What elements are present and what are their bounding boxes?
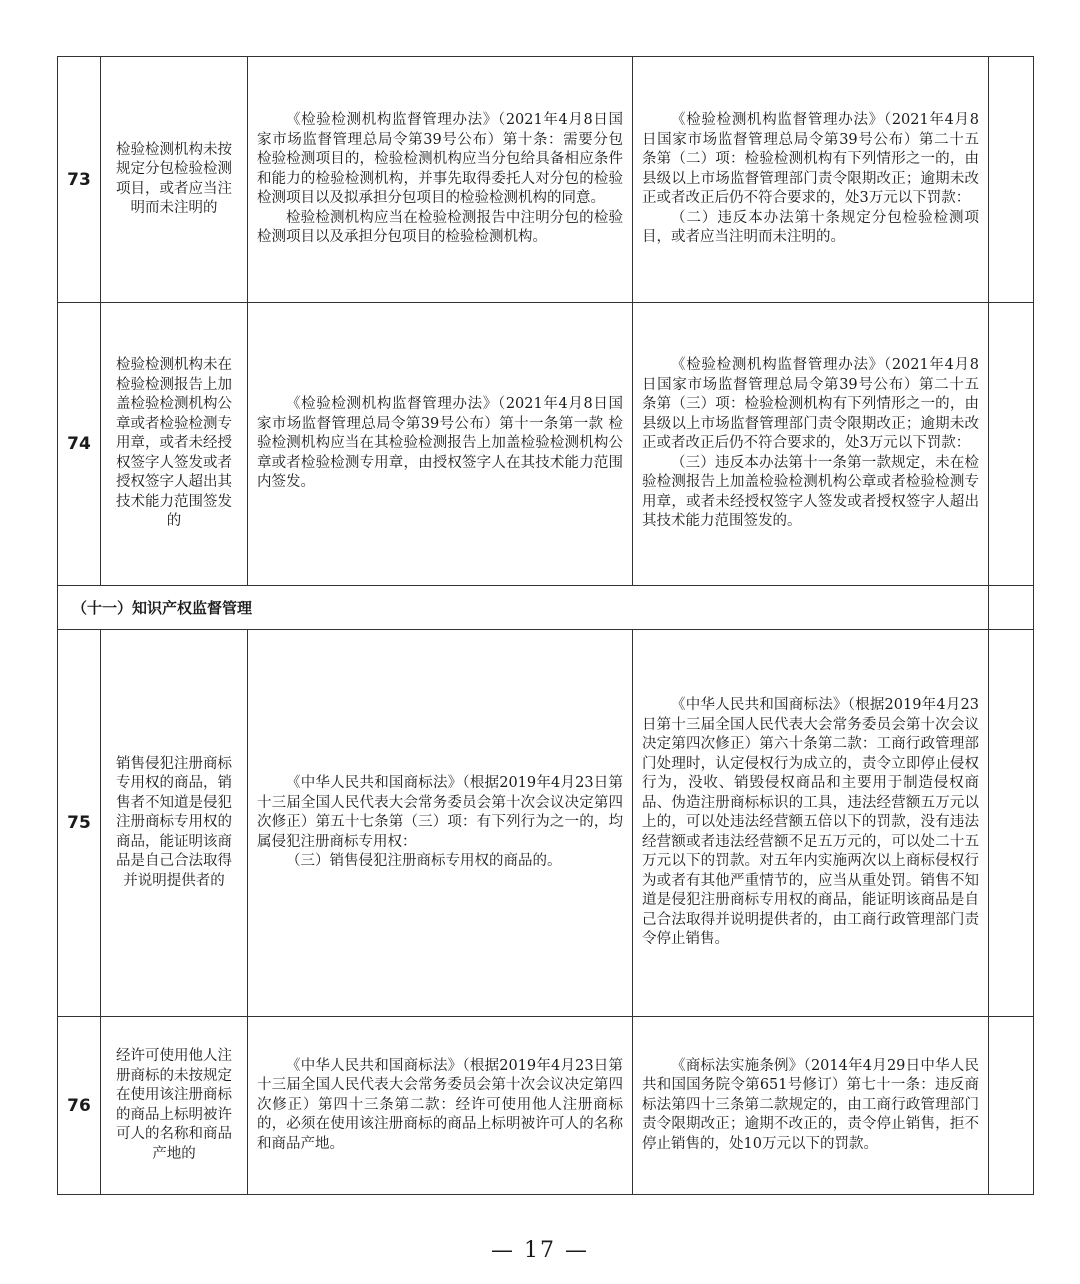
empty-cell: [989, 1017, 1034, 1195]
row-number: 73: [58, 57, 101, 303]
penalty-basis: [633, 1017, 989, 1195]
legal-basis-paragraph: 《中华人民共和国商标法》（根据2019年4月23日第十三届全国人民代表大会常务委员会第十次会议决定第四次修正）第五十七条第（三）项：有下列行为之一的，均属侵犯注册商标专用权：: [257, 775, 623, 850]
legal-basis: [248, 1017, 633, 1195]
legal-basis: [248, 303, 633, 586]
violation-description: 经许可使用他人注册商标的未按规定在使用该注册商标的商品上标明被许可人的名称和商品产地的: [101, 1017, 248, 1195]
legal-basis-paragraph: 检验检测机构应当在检验检测报告中注明分包的检验检测项目以及承担分包项目的检验检测机构。: [257, 209, 623, 246]
penalty-paragraph: 《中华人民共和国商标法》（根据2019年4月23日第十三届全国人民代表大会常务委员会第十次会议决定第四次修正）第六十条第二款：工商行政管理部门处理时，认定侵权行为成立的，责令立即停止侵权行为，没收、销毁侵权商品和主要用于制造侵权商品、伪造注册商标标识的工具，违法经营额五万元以上的，可以处违法经营额五倍以下的罚款，没有违法经营额或者违法经营额不足五万元的，可以处二十五万元以下的罚款。对五年内实施两次以上商标侵权行为或者有其他严重情节的，应当从重处罚。销售不知道是侵犯注册商标专用权的商品，能证明该商品是自己合法取得并说明提供者的，由工商行政管理部门责令停止销售。: [642, 697, 979, 948]
table-row: [58, 1017, 1034, 1195]
legal-basis: [248, 630, 633, 1017]
empty-cell: [989, 57, 1034, 303]
violation-description: 销售侵犯注册商标专用权的商品，销售者不知道是侵犯注册商标专用权的商品，能证明该商品是自己合法取得并说明提供者的: [101, 630, 248, 1017]
table-row: [58, 630, 1034, 1017]
empty-cell: [989, 586, 1034, 630]
table-row: [58, 303, 1034, 586]
legal-basis-paragraph: 《检验检测机构监督管理办法》（2021年4月8日国家市场监督管理总局令第39号公布）第十一条第一款 检验检测机构应当在其检验检测报告上加盖检验检测机构公章或者检验检测专用章，由授权签字人在其技术能力范围内签发。: [257, 396, 623, 491]
penalty-basis: [633, 57, 989, 303]
section-title: （十一）知识产权监督管理: [58, 586, 989, 630]
page-number: — 17 —: [491, 1238, 589, 1263]
violation-description: 检验检测机构未在检验检测报告上加盖检验检测机构公章或者检验检测专用章，或者未经授权签字人签发或者授权签字人超出其技术能力范围签发的: [101, 303, 248, 586]
penalty-paragraph: （三）违反本办法第十一条第一款规定，未在检验检测报告上加盖检验检测机构公章或者检验检测专用章，或者未经授权签字人签发或者授权签字人超出其技术能力范围签发的。: [642, 454, 979, 530]
legal-basis-paragraph: （三）销售侵犯注册商标专用权的商品的。: [286, 853, 562, 870]
empty-cell: [989, 303, 1034, 586]
penalty-paragraph: 《检验检测机构监督管理办法》（2021年4月8日国家市场监督管理总局令第39号公布）第二十五条第（三）项：检验检测机构有下列情形之一的，由县级以上市场监督管理部门责令限期改正；逾期未改正或者改正后仍不符合要求的，处3万元以下罚款：: [642, 357, 979, 452]
row-number: 75: [58, 630, 101, 1017]
regulation-table: [57, 56, 1034, 1195]
table-row: [58, 57, 1034, 303]
section-header-row: [58, 586, 1034, 630]
legal-basis: [248, 57, 633, 303]
penalty-basis: [633, 630, 989, 1017]
penalty-paragraph: 《商标法实施条例》（2014年4月29日中华人民共和国国务院令第651号修订）第七十一条：违反商标法第四十三条第二款规定的，由工商行政管理部门责令限期改正；逾期不改正的，责令停止销售，拒不停止销售的，处10万元以下的罚款。: [642, 1057, 979, 1152]
legal-basis-paragraph: 《检验检测机构监督管理办法》（2021年4月8日国家市场监督管理总局令第39号公布）第十条：需要分包检验检测项目的，检验检测机构应当分包给具备相应条件和能力的检验检测机构，并事先取得委托人对分包的检验检测项目以及拟承担分包项目的检验检测机构的同意。: [257, 112, 623, 207]
empty-cell: [989, 630, 1034, 1017]
row-number: 76: [58, 1017, 101, 1195]
penalty-paragraph: 《检验检测机构监督管理办法》（2021年4月8日国家市场监督管理总局令第39号公布）第二十五条第（二）项：检验检测机构有下列情形之一的，由县级以上市场监督管理部门责令限期改正；逾期未改正或者改正后仍不符合要求的，处3万元以下罚款：: [642, 112, 979, 207]
row-number: 74: [58, 303, 101, 586]
legal-basis-paragraph: 《中华人民共和国商标法》（根据2019年4月23日第十三届全国人民代表大会常务委员会第十次会议决定第四次修正）第四十三条第二款：经许可使用他人注册商标的，必须在使用该注册商标的商品上标明被许可人的名称和商品产地。: [257, 1057, 623, 1152]
penalty-basis: [633, 303, 989, 586]
violation-description: 检验检测机构未按规定分包检验检测项目，或者应当注明而未注明的: [101, 57, 248, 303]
penalty-paragraph: （二）违反本办法第十条规定分包检验检测项目，或者应当注明而未注明的。: [642, 209, 979, 246]
